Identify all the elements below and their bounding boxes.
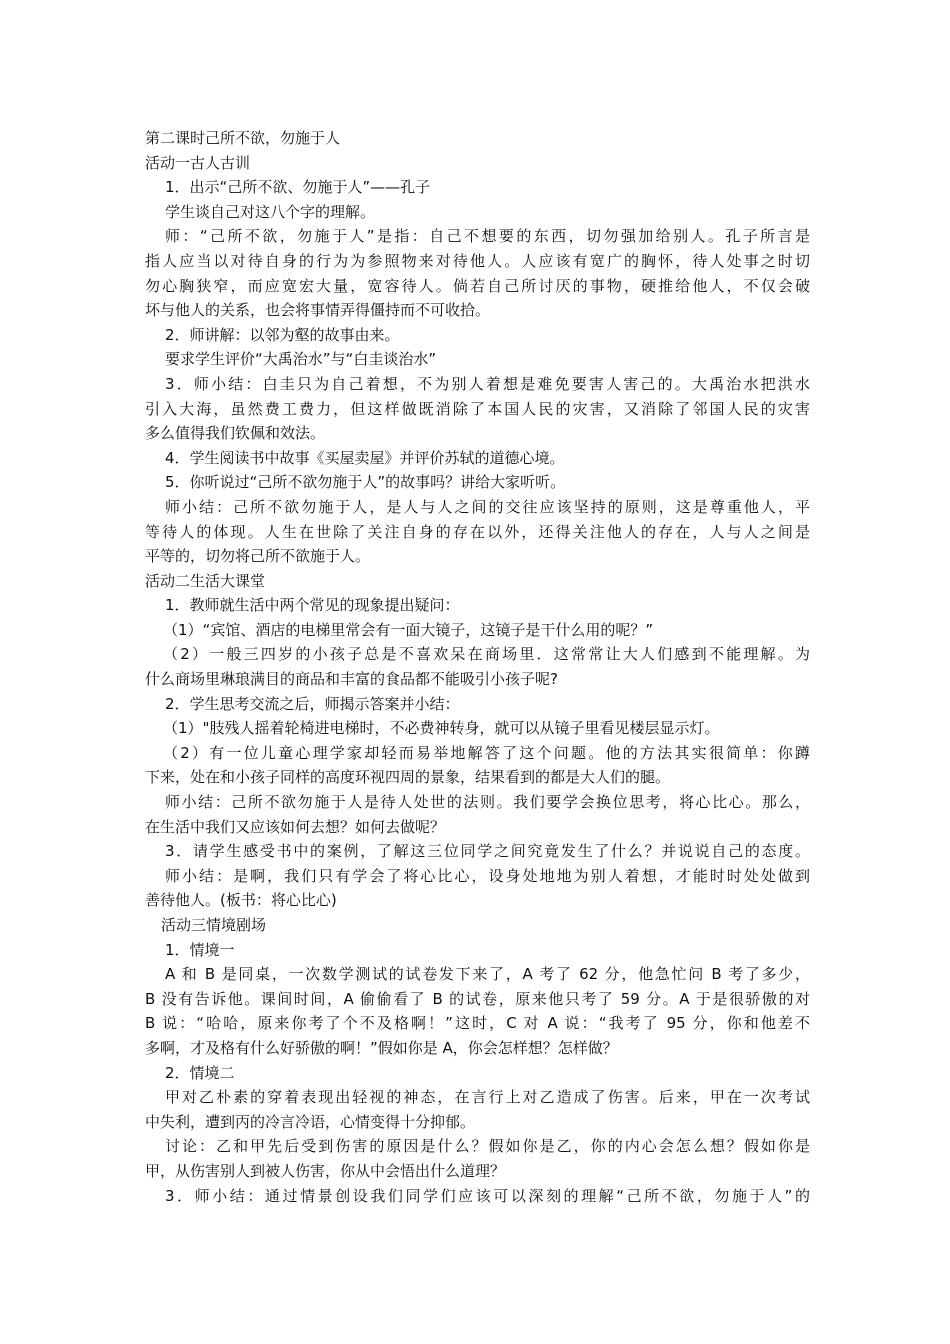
paragraph-line: 5．你听说过“己所不欲勿施于人”的故事吗？讲给大家听听。 — [165, 473, 566, 492]
paragraph-line: 2．情境二 — [165, 1063, 235, 1082]
paragraph-line: 甲，从伤害别人到被人伤害，你从中会悟出什么道理？ — [145, 1161, 506, 1180]
paragraph-line: （1）“宾馆、酒店的电梯里常会有一面大镜子，这镜子是干什么用的呢？” — [163, 620, 654, 639]
paragraph-line: 师小结：己所不欲勿施于人是待人处世的法则。我们要学会换位思考，将心比心。那么， — [165, 793, 810, 812]
section-heading: 活动三情境剧场 — [161, 916, 267, 934]
paragraph-line: B 没有告诉他。课间时间，A 偷偷看了 B 的试卷，原来他只考了 59 分。A 于是很骄傲的对 — [145, 989, 810, 1008]
lesson-title: 第二课时己所不欲，勿施于人 — [145, 129, 341, 147]
paragraph-line: 善待他人。(板书：将心比心) — [145, 891, 337, 910]
paragraph-line: 2．师讲解：以邻为壑的故事由来。 — [165, 325, 400, 344]
paragraph-line: 师：“己所不欲，勿施于人”是指：自己不想要的东西，切勿强加给别人。孔子所言是 — [165, 227, 810, 246]
paragraph-line: 甲对乙朴素的穿着表现出轻视的神态，在言行上对乙造成了伤害。后来，甲在一次考试 — [165, 1088, 810, 1107]
section-heading: 活动一古人古训 — [145, 153, 251, 172]
paragraph-line: 下来，处在和小孩子同样的高度环视四周的景象，结果看到的都是大人们的腿。 — [145, 768, 671, 787]
paragraph-line: 多啊，才及格有什么好骄傲的啊！”假如你是 A，你会怎样想？怎样做？ — [145, 1038, 618, 1057]
paragraph-line: 师小结：己所不欲勿施于人，是人与人之间的交往应该坚持的原则，这是尊重他人，平 — [165, 497, 810, 516]
paragraph-line: 等待人的体现。人生在世除了关注自身的存在以外，还得关注他人的存在，人与人之间是 — [145, 522, 810, 541]
paragraph-line: A 和 B 是同桌，一次数学测试的试卷发下来了，A 考了 62 分，他急忙问 B 考了多少， — [165, 965, 810, 984]
paragraph-line: 2．学生思考交流之后，师揭示答案并小结： — [165, 694, 460, 713]
paragraph-line: 学生谈自己对这八个字的理解。 — [165, 202, 376, 221]
paragraph-line: 什么商场里琳琅满目的商品和丰富的食品都不能吸引小孩子呢? — [145, 670, 558, 689]
paragraph-line: 勿心胸狭窄，而应宽宏大量，宽容待人。倘若自己所讨厌的事物，硬推给他人，不仅会破 — [145, 276, 810, 295]
paragraph-line: 平等的，切勿将己所不欲施于人。 — [145, 547, 371, 566]
paragraph-line: 师小结：是啊，我们只有学会了将心比心，设身处地地为别人着想，才能时时处处做到 — [165, 866, 810, 885]
paragraph-line: 1．情境一 — [165, 940, 235, 959]
paragraph-line: 3．师小结：通过情景创设我们同学们应该可以深刻的理解“己所不欲，勿施于人”的 — [165, 1186, 810, 1205]
paragraph-line: 指人应当以对待自身的行为为参照物来对待他人。人应该有宽广的胸怀，待人处事之时切 — [145, 251, 810, 270]
paragraph-line: 1．出示“己所不欲、勿施于人”——孔子 — [165, 178, 431, 197]
paragraph-line: 中失利，遭到丙的冷言冷语，心情变得十分抑郁。 — [145, 1112, 476, 1131]
paragraph-line: （2）有一位儿童心理学家却轻而易举地解答了这个问题。他的方法其实很简单：你蹲 — [163, 743, 810, 762]
paragraph-line: 引入大海，虽然费工费力，但这样做既消除了本国人民的灾害，又消除了邻国人民的灾害 — [145, 399, 810, 418]
paragraph-line: 3．师小结：白圭只为自己着想，不为别人着想是难免要害人害己的。大禹治水把洪水 — [165, 374, 810, 393]
paragraph-line: 讨论：乙和甲先后受到伤害的原因是什么？假如你是乙，你的内心会怎么想？假如你是 — [165, 1137, 810, 1156]
paragraph-line: 坏与他人的关系，也会将事情弄得僵持而不可收拾。 — [145, 301, 491, 320]
paragraph-line: （2）一般三四岁的小孩子总是不喜欢呆在商场里．这常常让大人们感到不能理解。为 — [163, 645, 810, 664]
paragraph-line: 多么值得我们钦佩和效法。 — [145, 424, 326, 443]
paragraph-line: （1）"肢残人摇着轮椅进电梯时，不必费神转身，就可以从镜子里看见楼层显示灯。 — [163, 719, 720, 738]
paragraph-line: 1．教师就生活中两个常见的现象提出疑问： — [165, 596, 460, 615]
paragraph-line: 4．学生阅读书中故事《买屋卖屋》并评价苏轼的道德心境。 — [165, 448, 565, 467]
document-page — [145, 126, 810, 1208]
section-heading: 活动二生活大课堂 — [145, 571, 266, 590]
paragraph-line: 3．请学生感受书中的案例，了解这三位同学之间究竟发生了什么？并说说自己的态度。 — [165, 842, 810, 861]
paragraph-line: B 说：“哈哈，原来你考了个不及格啊！”这时，C 对 A 说：“我考了 95 分，你和他差不 — [145, 1014, 810, 1033]
paragraph-line: 要求学生评价“大禹治水”与“白圭谈治水” — [165, 350, 437, 369]
paragraph-line: 在生活中我们又应该如何去想？如何去做呢？ — [145, 817, 446, 836]
